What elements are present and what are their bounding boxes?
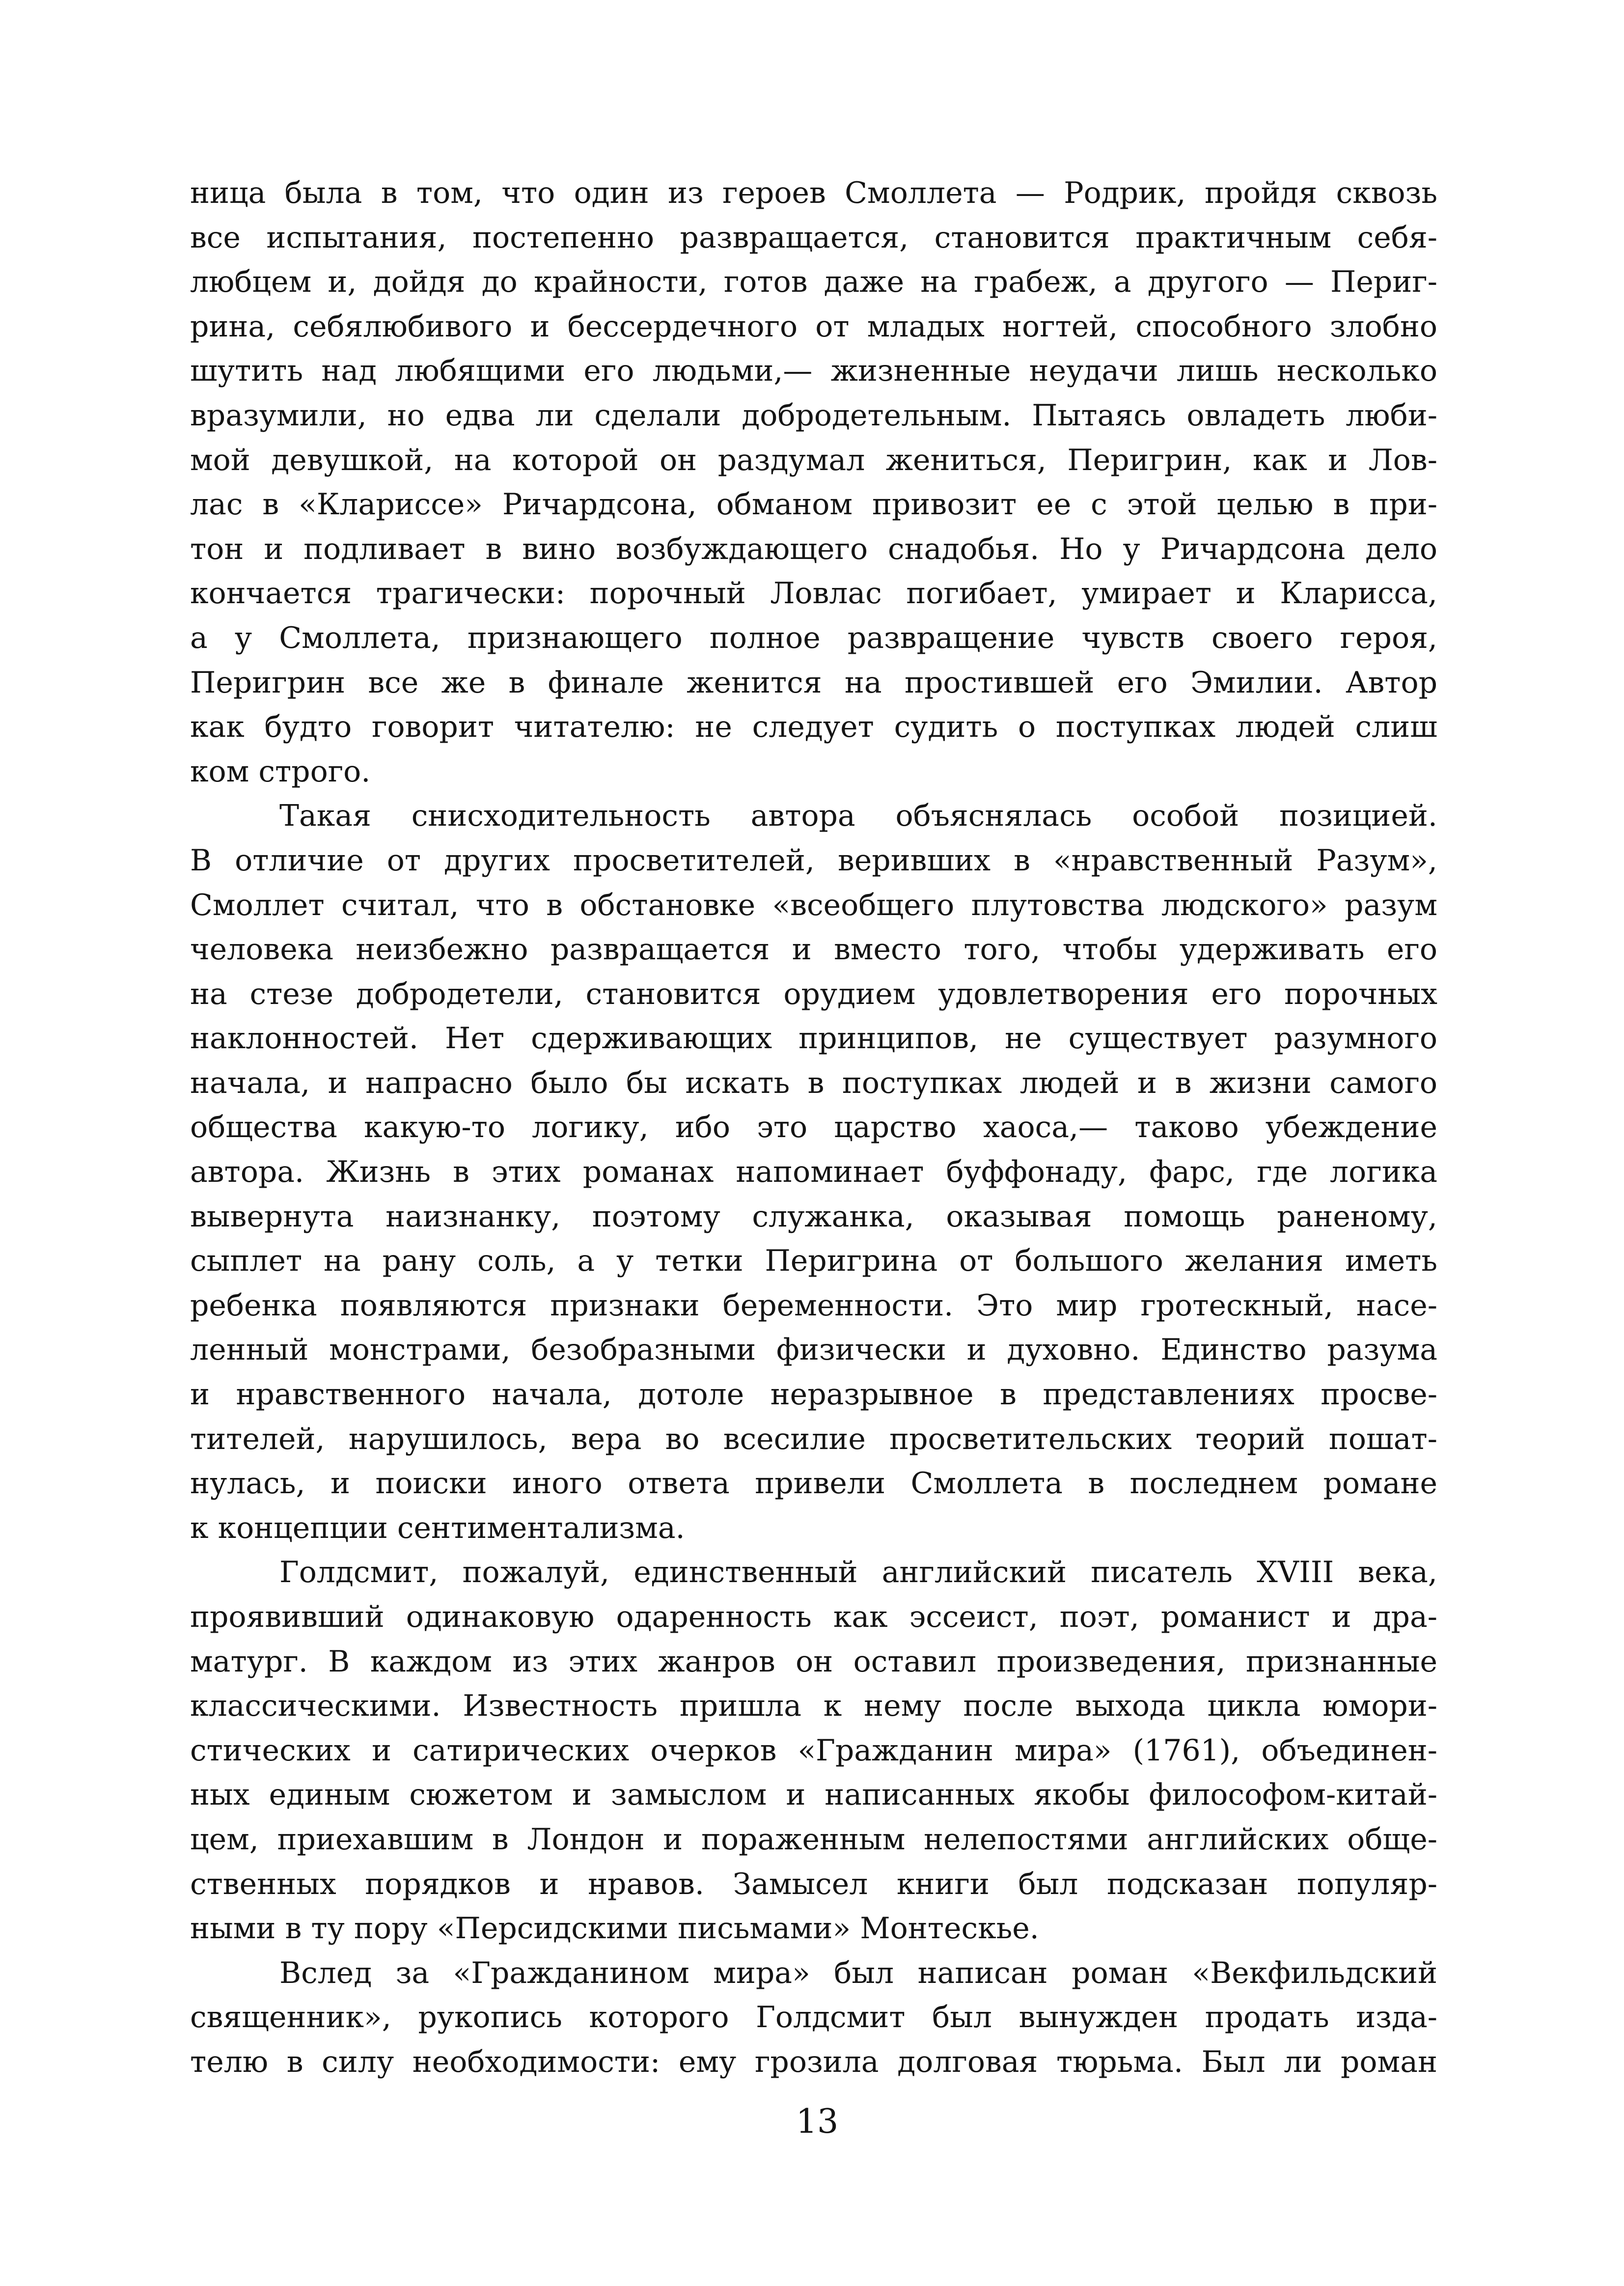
text-line: ком строго. [190, 754, 371, 789]
text-line: мой девушкой, на которой он раздумал жениться, Перигрин, как и Лов- [190, 443, 1437, 477]
text-line: любцем и, дойдя до крайности, готов даже на грабеж, а другого — Периг- [190, 265, 1437, 300]
text-line: общества какую-то логику, ибо это царство хаоса,— таково убеждение [190, 1110, 1437, 1145]
text-line: тителей, нарушилось, вера во всесилие просветительских теорий пошат- [190, 1422, 1437, 1456]
text-line: ница была в том, что один из героев Смоллета — Родрик, пройдя сквозь [190, 176, 1437, 210]
text-line: сыплет на рану соль, а у тетки Перигрина от большого желания иметь [190, 1244, 1437, 1279]
text-line: кончается трагически: порочный Ловлас погибает, умирает и Кларисса, [190, 576, 1437, 611]
text-line: на стезе добродетели, становится орудием удовлетворения его порочных [190, 976, 1437, 1011]
text-line: автора. Жизнь в этих романах напоминает буффонаду, фарс, где логика [190, 1155, 1437, 1190]
text-line: Смоллет считал, что в обстановке «всеобщего плутовства людского» разум [190, 888, 1437, 922]
text-line: как будто говорит читателю: не следует судить о поступках людей слиш [190, 710, 1437, 745]
text-line: священник», рукопись которого Голдсмит был вынужден продать изда- [190, 2000, 1437, 2035]
text-line: рина, себялюбивого и бессердечного от младых ногтей, способного злобно [190, 309, 1437, 344]
text-line: ственных порядков и нравов. Замысел книги был подсказан популяр- [190, 1867, 1437, 1901]
text-line: нулась, и поиски иного ответа привели Смоллета в последнем романе [190, 1466, 1437, 1501]
text-line: Голдсмит, пожалуй, единственный английский писатель XVIII века, [279, 1555, 1437, 1590]
text-line: к концепции сентиментализма. [190, 1510, 685, 1545]
text-line: тон и подливает в вино возбуждающего снадобья. Но у Ричардсона дело [190, 531, 1437, 566]
body-text [190, 171, 1437, 2085]
text-line: Такая снисходительность автора объяснялась особой позицией. [279, 799, 1437, 834]
text-line: ными в ту пору «Персидскими письмами» Монтескье. [190, 1911, 1039, 1946]
text-line: ребенка появляются признаки беременности. Это мир гротескный, насе- [190, 1288, 1437, 1323]
page-number: 13 [796, 2102, 839, 2141]
text-line: начала, и напрасно было бы искать в поступках людей и в жизни самого [190, 1065, 1437, 1100]
text-line: стических и сатирических очерков «Гражданин мира» (1761), объединен- [190, 1733, 1437, 1768]
text-line: вывернута наизнанку, поэтому служанка, оказывая помощь раненому, [190, 1199, 1437, 1234]
text-line: Перигрин все же в финале женится на простившей его Эмилии. Автор [190, 665, 1437, 700]
text-line: лас в «Клариссе» Ричардсона, обманом привозит ее с этой целью в при- [190, 487, 1437, 522]
text-line: вразумили, но едва ли сделали добродетельным. Пытаясь овладеть люби- [190, 398, 1437, 433]
text-line: проявивший одинаковую одаренность как эссеист, поэт, романист и дра- [190, 1600, 1437, 1634]
text-line: ных единым сюжетом и замыслом и написанных якобы философом-китай- [190, 1778, 1437, 1812]
text-line: телю в силу необходимости: ему грозила долговая тюрьма. Был ли роман [190, 2044, 1437, 2079]
text-line: шутить над любящими его людьми,— жизненные неудачи лишь несколько [190, 354, 1437, 389]
text-line: цем, приехавшим в Лондон и пораженным нелепостями английских обще- [190, 1822, 1437, 1857]
text-line: человека неизбежно развращается и вместо того, чтобы удерживать его [190, 932, 1437, 967]
text-line: В отличие от других просветителей, веривших в «нравственный Разум», [190, 843, 1437, 878]
text-line: а у Смоллета, признающего полное развращение чувств своего героя, [190, 620, 1437, 655]
text-line: наклонностей. Нет сдерживающих принципов, не существует разумного [190, 1021, 1437, 1056]
text-line: все испытания, постепенно развращается, становится практичным себя- [190, 220, 1437, 255]
text-line: классическими. Известность пришла к нему после выхода цикла юмори- [190, 1689, 1437, 1724]
text-line: ленный монстрами, безобразными физически и духовно. Единство разума [190, 1333, 1437, 1367]
text-line: и нравственного начала, дотоле неразрывное в представлениях просве- [190, 1377, 1437, 1412]
text-line: Вслед за «Гражданином мира» был написан роман «Векфильдский [279, 1955, 1437, 1990]
text-line: матург. В каждом из этих жанров он оставил произведения, признанные [190, 1644, 1437, 1679]
